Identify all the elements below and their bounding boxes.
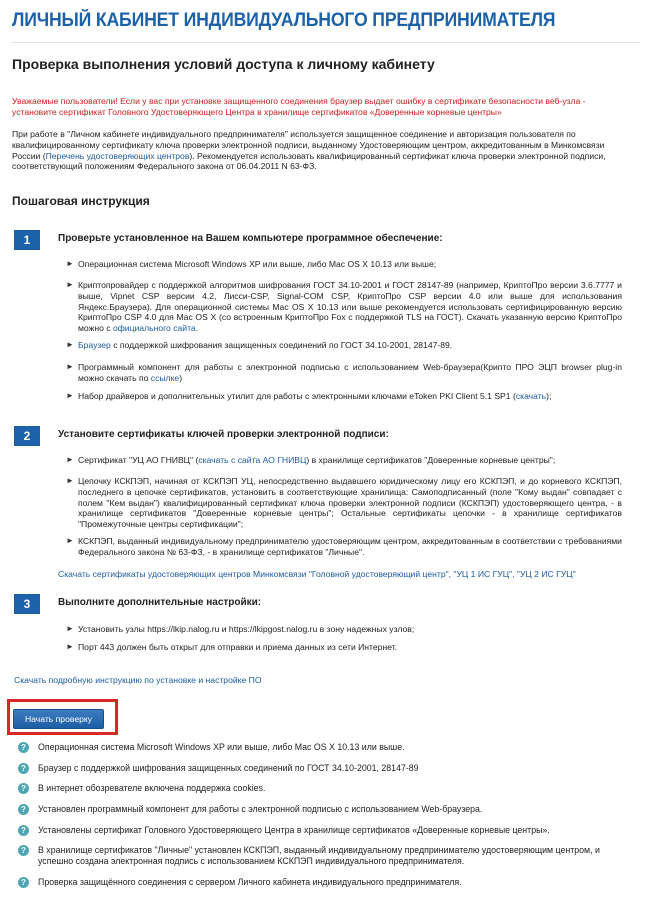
bullet-icon: ► — [66, 391, 74, 400]
step-2-title: Установите сертификаты ключей проверки электронной подписи: — [58, 429, 389, 440]
question-mark-icon: ? — [18, 877, 29, 888]
certificate-warning: Уважаемые пользователи! Если у вас при установке защищенного соединения браузер выдает ошибку в сертификате безопасности веб-узла - установите сертификат Головного Удостоверяющего Центра в хранилище сертификатов «Доверенные корневые центры» — [12, 96, 586, 117]
bullet-icon: ► — [66, 624, 74, 633]
list-item: ► Криптопровайдер с поддержкой алгоритмов шифрования ГОСТ 34.10-2001 и ГОСТ 28147-89 (например, КриптоПро версии 3.6.7777 и выше, Vipnet CSP версии 4.2, Лисси-CSP, Signal-COM CSP, КриптоПро CSP версии 4.0 или выше для использования Яндекс.Браузера). Для операционной системы Mac OS X 10.13 или выше рекомендуется использовать сертифицированную версию КриптоПро CSP 4.0 для Mac OS X (со встроенным КриптоПро Fox с поддержкой TLS на ГОСТ). Скачать указанную версию КриптоПро можно с официального сайта. — [66, 280, 622, 334]
list-item: ► КСКПЭП, выданный индивидуальному предпринимателю удостоверяющим центром, аккредитованным в соответствии с требованиями Федерального закона № 63-ФЗ, - в хранилище сертификатов "Личные". — [66, 536, 622, 557]
browser-link[interactable]: Браузер — [78, 340, 111, 350]
instruction-download-link[interactable]: Скачать подробную инструкцию по установке и настройке ПО — [14, 675, 262, 685]
step-1-badge: 1 — [14, 230, 40, 250]
official-site-link[interactable]: официального сайта — [112, 323, 196, 334]
title-divider — [12, 42, 640, 43]
bullet-icon: ► — [66, 280, 74, 289]
list-item: ► Набор драйверов и дополнительных утилит для работы с электронными ключами eToken PKI Client 5.1 SP1 (скачать); — [66, 391, 552, 401]
list-item: ► Установить узлы https://lkip.nalog.ru и https://lkipgost.nalog.ru в зону надежных узлов; — [66, 624, 415, 634]
step-2-badge: 2 — [14, 426, 40, 446]
question-mark-icon: ? — [18, 804, 29, 815]
step-1-title: Проверьте установленное на Вашем компьютере программное обеспечение: — [58, 233, 443, 244]
plugin-link[interactable]: ссылке — [150, 372, 180, 383]
bullet-icon: ► — [66, 362, 74, 371]
intro-text: При работе в "Личном кабинете индивидуального предпринимателя" используется защищенное соединение и авторизация пользователя по квалифицированному сертификату ключа проверки электронной подписи, выданному Удостоверяющим центром, аккредитованным в Минкомсвязи России ( — [12, 129, 605, 161]
question-mark-icon: ? — [18, 845, 29, 856]
bullet-icon: ► — [66, 455, 74, 464]
bullet-icon: ► — [66, 536, 74, 545]
list-item: ► Операционная система Microsoft Windows XP или выше, либо Mac OS X 10.13 или выше; — [66, 259, 437, 269]
ca-list-link[interactable]: Перечень удостоверяющих центров — [45, 150, 190, 161]
page-title: Проверка выполнения условий доступа к личному кабинету — [12, 56, 435, 72]
site-title: ЛИЧНЫЙ КАБИНЕТ ИНДИВИДУАЛЬНОГО ПРЕДПРИНИМАТЕЛЯ — [12, 10, 556, 31]
bullet-icon: ► — [66, 259, 74, 268]
question-mark-icon: ? — [18, 783, 29, 794]
gnivc-cert-link[interactable]: скачать с сайта АО ГНИВЦ — [198, 455, 307, 465]
bullet-icon: ► — [66, 476, 74, 485]
list-item: ► Браузер с поддержкой шифрования защищенных соединений по ГОСТ 34.10-2001, 28147-89. — [66, 340, 453, 350]
intro-paragraph — [12, 129, 630, 172]
step-3-badge: 3 — [14, 594, 40, 614]
etoken-download-link[interactable]: скачать — [515, 391, 547, 401]
steps-heading: Пошаговая инструкция — [12, 194, 150, 208]
intro-text-end: ). Рекомендуется использовать квалифицированный сертификат ключа проверки электронной подписи, соответствующий положениям Федерального закона от 06.04.2011 N 63-ФЗ. — [12, 150, 606, 172]
list-item: ► Цепочку КСКПЭП, начиная от КСКПЭП УЦ, непосредственно выдавшего юридическому лицу его КСКПЭП, и до корневого КСКПЭП, последнего в цепочке сертификатов, установить в соответствующие хранилища: Самоподписанный (поле "Кому выдан" совпадает с полем "Кем выдан") квалифицированный сертификат ключа проверки электронной подписи (КСКПЭП) удостоверяющего центра, - в хранилище сертификатов "Доверенные корневые центры"; Остальные сертификаты цепочки - в хранилище сертификатов "Промежуточные центры сертификации"; — [66, 476, 622, 530]
bullet-icon: ► — [66, 642, 74, 651]
question-mark-icon: ? — [18, 742, 29, 753]
start-check-button[interactable]: Начать проверку — [13, 709, 104, 729]
step-3-title: Выполните дополнительные настройки: — [58, 597, 262, 608]
bullet-icon: ► — [66, 340, 74, 349]
question-mark-icon: ? — [18, 825, 29, 836]
list-item: ► Порт 443 должен быть открыт для отправки и приема данных из сети Интернет. — [66, 642, 398, 652]
list-item: ► Сертификат "УЦ АО ГНИВЦ" (скачать с сайта АО ГНИВЦ) в хранилище сертификатов "Доверенные корневые центры"; — [66, 455, 556, 465]
question-mark-icon: ? — [18, 763, 29, 774]
list-item: ► Программный компонент для работы с электронной подписью с использованием Web-браузера(Крипто ПРО ЭЦП browser plug-in можно скачать по ссылке) — [66, 362, 622, 383]
ca-certs-download-link[interactable]: Скачать сертификаты удостоверяющих центров Минкомсвязи "Головной удостоверяющий центр", "УЦ 1 ИС ГУЦ", "УЦ 2 ИС ГУЦ" — [58, 569, 576, 579]
